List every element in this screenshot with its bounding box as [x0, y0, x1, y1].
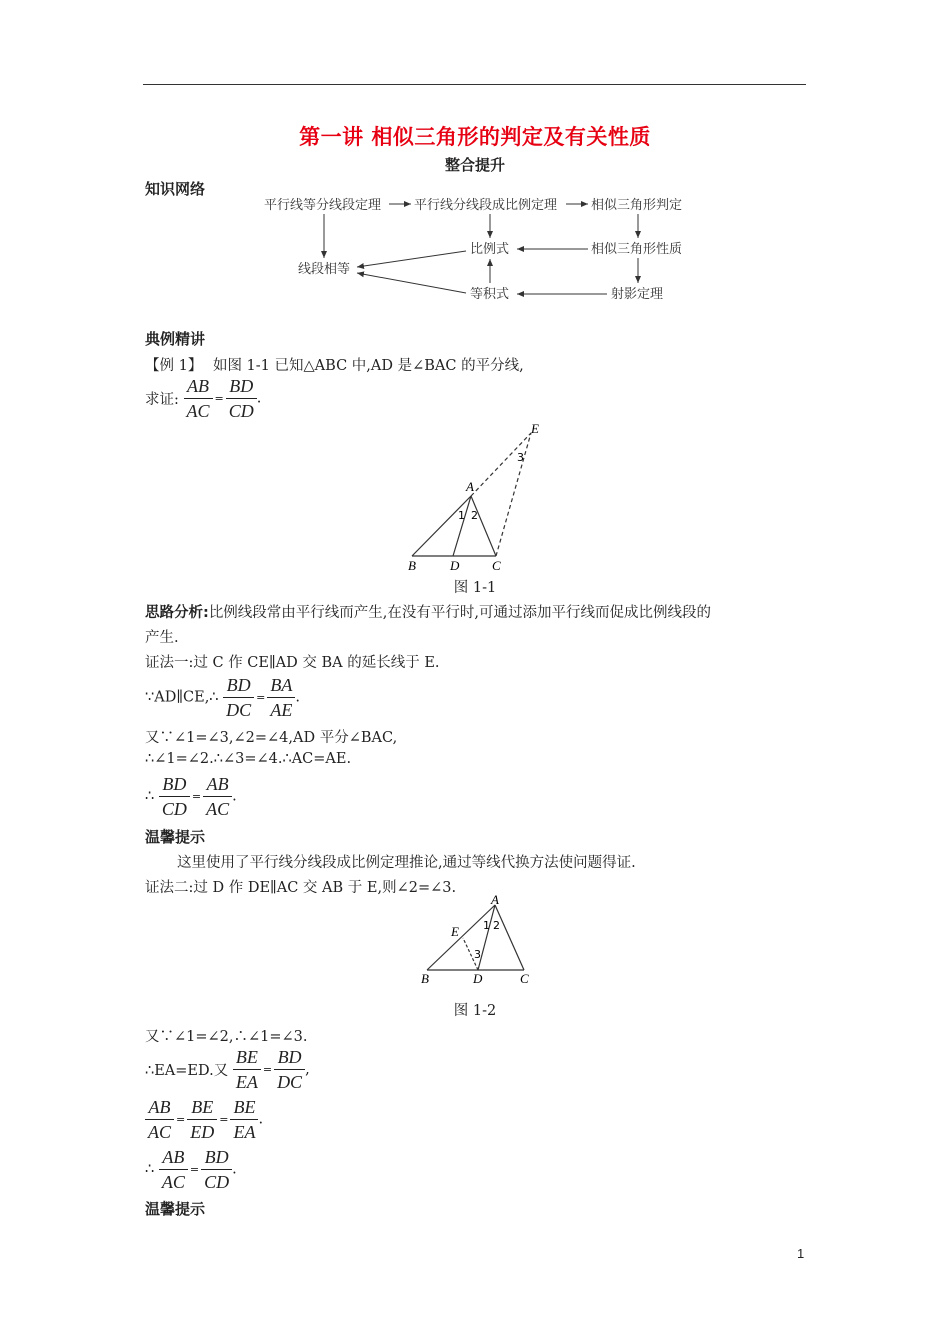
section-heading-network: 知识网络 — [145, 180, 206, 198]
tip-heading-2: 温馨提示 — [145, 1200, 206, 1218]
fig1-label-D: D — [450, 558, 460, 573]
analysis-line1 — [145, 601, 711, 622]
node-product: 等积式 — [470, 287, 510, 302]
method1-line2: ∵AD∥CE,∴ $\frac{BD}{DC}$ = $\frac{BA}{AE}$ . — [145, 675, 300, 720]
node-proportion: 比例式 — [470, 242, 510, 257]
figure-1-2 — [415, 893, 540, 988]
analysis-line2: 产生. — [145, 630, 179, 646]
node-segment-equal: 线段相等 — [298, 262, 351, 277]
example1-statement — [145, 354, 524, 375]
method1-line5: ∴ $\frac{BD}{CD}$ = $\frac{AB}{AC}$ . — [145, 774, 237, 819]
node-parallel-equal: 平行线等分线段定理 — [264, 198, 382, 213]
prefix: ∴ — [145, 1161, 155, 1178]
tip-heading: 温馨提示 — [145, 828, 206, 846]
page-number: 1 — [797, 1246, 805, 1261]
prove-prefix: 求证: — [145, 392, 179, 408]
fraction: $\frac{AB}{AC}$ — [203, 772, 232, 821]
example1-prove: 求证: $\frac{AB}{AC}$ = $\frac{BD}{CD}$ . — [145, 376, 262, 421]
example1-label: 【例 1】 — [145, 358, 203, 374]
fig2-angle-3: 3 — [474, 948, 481, 961]
node-similar-property: 相似三角形性质 — [591, 242, 683, 257]
method1-line4: ∴∠1=∠2.∴∠3=∠4.∴AC=AE. — [145, 751, 352, 767]
fig2-label-A: A — [491, 893, 499, 907]
method2-line3: ∴EA=ED.又 $\frac{BE}{EA}$ = $\frac{BD}{DC}$ , — [145, 1047, 310, 1092]
fraction: $\frac{AB}{AC}$ — [184, 374, 213, 423]
method1-line1: 证法一:过 C 作 CE∥AD 交 BA 的延长线于 E. — [145, 655, 440, 671]
fraction: $\frac{BA}{AE}$ — [267, 673, 295, 722]
fig2-angle-1: 1 — [483, 919, 490, 932]
fig1-label-C: C — [492, 558, 501, 573]
method2-line1: 证法二:过 D 作 DE∥AC 交 AB 于 E,则∠2=∠3. — [145, 880, 457, 896]
fig2-label-E: E — [451, 924, 459, 939]
fraction: $\frac{BD}{CD}$ — [201, 1145, 232, 1194]
arrow — [357, 251, 466, 267]
node-similar-judge: 相似三角形判定 — [591, 198, 683, 213]
figure-1-1 — [400, 418, 560, 573]
fraction: $\frac{BE}{EA}$ — [230, 1095, 258, 1144]
fig1-caption: 图 1-1 — [453, 580, 497, 596]
fraction: $\frac{BD}{DC}$ — [274, 1045, 305, 1094]
prefix: ∵AD∥CE,∴ — [145, 689, 219, 706]
fig2-label-D: D — [473, 971, 483, 986]
fig1-label-E: E — [531, 421, 539, 436]
method2-line2: 又∵∠1=∠2,∴∠1=∠3. — [145, 1029, 308, 1045]
page-title: 第一讲 相似三角形的判定及有关性质 — [299, 125, 651, 149]
node-projection: 射影定理 — [611, 287, 664, 302]
fig2-angle-2: 2 — [493, 919, 500, 932]
fraction: $\frac{AB}{AC}$ — [145, 1095, 174, 1144]
fraction: $\frac{BE}{EA}$ — [233, 1045, 261, 1094]
fig1-label-B: B — [408, 558, 416, 573]
fraction: $\frac{BD}{DC}$ — [223, 673, 254, 722]
fraction: $\frac{BE}{ED}$ — [187, 1095, 217, 1144]
fraction: $\frac{BD}{CD}$ — [159, 772, 190, 821]
method2-line4: $\frac{AB}{AC}$ = $\frac{BE}{ED}$ = $\frac{BE}{EA}$ . — [145, 1095, 263, 1144]
example1-text: 如图 1-1 已知△ABC 中,AD 是∠BAC 的平分线, — [212, 358, 524, 374]
fraction: $\frac{BD}{CD}$ — [226, 374, 257, 423]
prefix: ∴EA=ED.又 — [145, 1063, 229, 1079]
fraction: $\frac{AB}{AC}$ — [159, 1145, 188, 1194]
fig1-angle-3: 3 — [517, 451, 524, 464]
node-parallel-proportion: 平行线分线段成比例定理 — [414, 198, 558, 213]
method1-line3: 又∵∠1=∠3,∠2=∠4,AD 平分∠BAC, — [145, 730, 398, 746]
knowledge-network-diagram — [0, 0, 950, 320]
prefix: ∴ — [145, 788, 155, 805]
section-heading-examples: 典例精讲 — [145, 330, 206, 348]
analysis-label: 思路分析: — [145, 605, 209, 621]
tip-text: 这里使用了平行线分线段成比例定理推论,通过等线代换方法使问题得证. — [177, 855, 636, 871]
arrow — [357, 273, 466, 293]
page-subtitle: 整合提升 — [444, 156, 505, 174]
method2-line5: ∴ $\frac{AB}{AC}$ = $\frac{BD}{CD}$ . — [145, 1147, 237, 1192]
fig2-label-C: C — [520, 971, 529, 986]
analysis-text: 比例线段常由平行线而产生,在没有平行时,可通过添加平行线而促成比例线段的 — [208, 605, 712, 621]
fig1-label-A: A — [466, 479, 474, 494]
fig2-label-B: B — [421, 971, 429, 986]
fig1-angle-1: 1 — [458, 509, 465, 522]
fig1-angle-2: 2 — [471, 509, 478, 522]
fig2-caption: 图 1-2 — [453, 1003, 497, 1019]
